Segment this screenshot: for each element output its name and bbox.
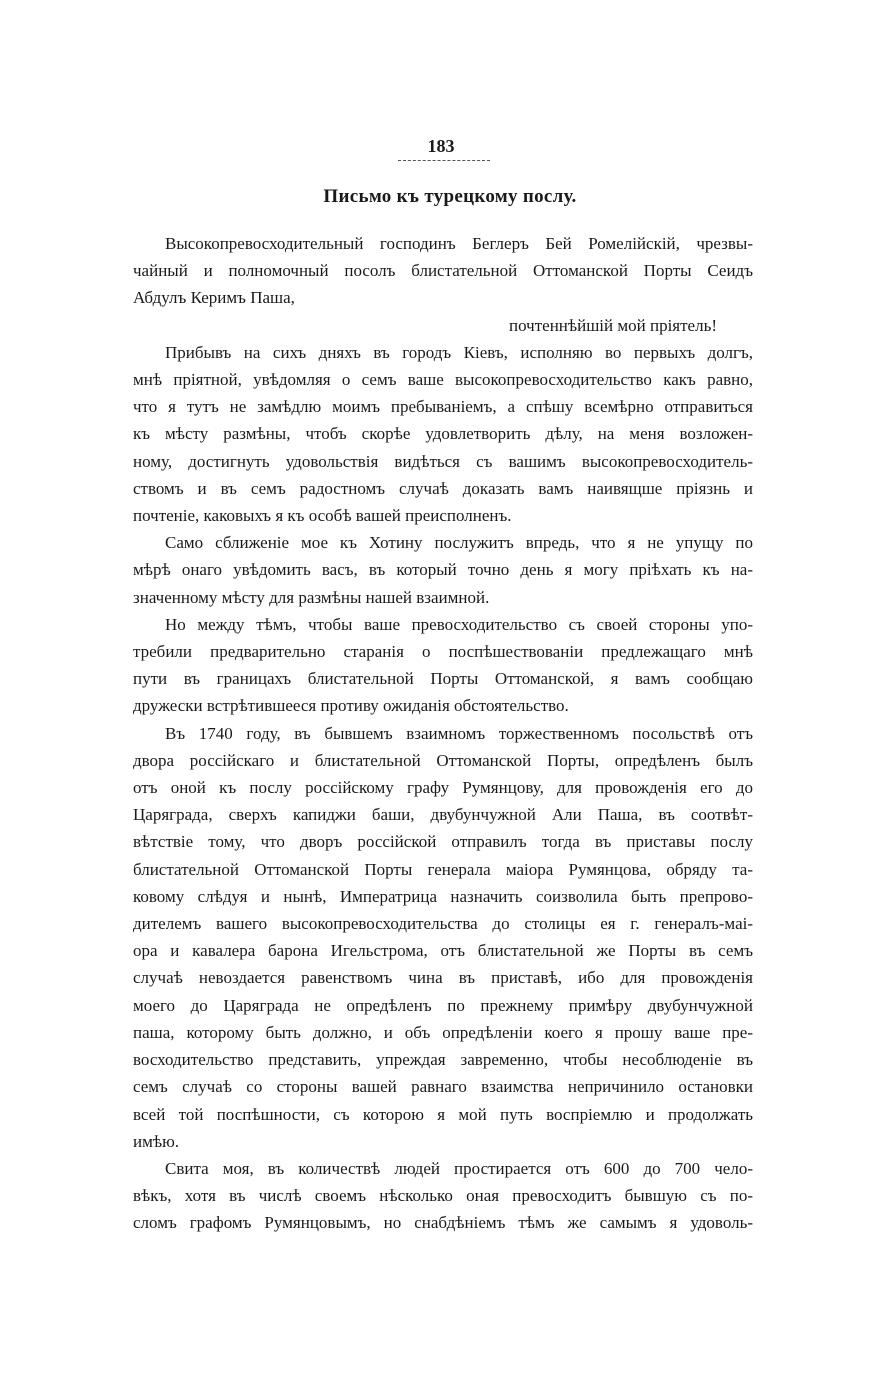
- text-line: случаѣ невоздается равенствомъ чина въ приставѣ, ибо для провожденія: [133, 968, 753, 988]
- text-line: мѣрѣ онаго увѣдомить васъ, въ который точно день я могу пріѣхать къ на-: [133, 560, 753, 580]
- text-line: восходительство представить, упреждая завременно, чтобы несоблюденіе въ: [133, 1050, 753, 1070]
- paragraph: [133, 611, 753, 720]
- text-line: Царяграда, сверхъ капиджи баши, двубунчужной Али Паша, въ соотвѣт-: [133, 805, 753, 825]
- text-line: Высокопревосходительный господинъ Беглеръ Бей Ромелійскій, чрезвы-: [165, 234, 753, 253]
- text-line: вѣкъ, хотя въ числѣ своемъ нѣсколько оная превосходитъ бывшую съ по-: [133, 1186, 753, 1206]
- paragraph: [133, 720, 753, 1155]
- text-line: сломъ графомъ Румянцовымъ, но снабдѣніемъ тѣмъ же самымъ я удоволь-: [133, 1213, 753, 1233]
- paragraph: [133, 339, 753, 529]
- text-line: ора и кавалера барона Игельстрома, отъ блистательной же Порты въ семъ: [133, 941, 753, 961]
- paragraph: [133, 1155, 753, 1237]
- text-line: вѣтствіе тому, что дворъ россійской отправилъ тогда въ приставы послу: [133, 832, 753, 852]
- text-line: ковому слѣдуя и нынѣ, Императрица назначить соизволила быть препрово-: [133, 886, 753, 906]
- text-line: почтеніе, каковыхъ я къ особѣ вашей преисполненъ.: [133, 506, 512, 526]
- text-line: имѣю.: [133, 1131, 180, 1151]
- text-line: чайный и полномочный посолъ блистательной Оттоманской Порты Сеидъ: [133, 261, 753, 281]
- salutation: [133, 312, 753, 339]
- text-line: дителемъ вашего высокопревосходительства до столицы ея г. генералъ-маі-: [133, 914, 753, 934]
- text-line: моего до Царяграда не опредѣленъ по прежнему примѣру двубунчужной: [133, 995, 753, 1015]
- text-line: требили предварительно старанія о поспѣшествованіи предлежащаго мнѣ: [133, 642, 753, 662]
- text-line: Но между тѣмъ, чтобы ваше превосходительство съ своей стороны упо-: [165, 614, 753, 634]
- text-line: двора россійскаго и блистательной Оттоманской Порты, опредѣленъ былъ: [133, 750, 753, 770]
- text-line: дружески встрѣтившееся противу ожиданія обстоятельство.: [133, 696, 569, 716]
- text-line: Абдулъ Керимъ Паша,: [133, 288, 295, 308]
- text-line: Прибывъ на сихъ дняхъ въ городъ Кіевъ, исполняю во первыхъ долгъ,: [165, 342, 753, 362]
- text-line: пути въ границахъ блистательной Порты Оттоманской, я вамъ сообщаю: [133, 669, 753, 689]
- text-line: мнѣ пріятной, увѣдомляя о семъ ваше высокопревосходительство какъ равно,: [133, 370, 753, 390]
- text-line: всей той поспѣшности, съ которою я мой путь воспріемлю и продолжать: [133, 1104, 753, 1124]
- text-line: что я тутъ не замѣдлю моимъ пребываніемъ, а спѣшу всемѣрно отправиться: [133, 397, 753, 417]
- text-line: ному, достигнуть удовольствія видѣться съ вашимъ высокопревосходитель-: [133, 451, 753, 471]
- text-line: блистательной Оттоманской Порты генерала маіора Румянцова, обряду та-: [133, 859, 753, 879]
- paragraph: [133, 529, 753, 611]
- text-line: Въ 1740 году, въ бывшемъ взаимномъ торжественномъ посольствѣ отъ: [165, 723, 753, 743]
- paragraph: [133, 230, 753, 312]
- page-number-rule: [398, 160, 490, 161]
- letter-body: [133, 230, 753, 1237]
- text-line: отъ оной къ послу россійскому графу Румянцову, для провожденія его до: [133, 778, 753, 798]
- text-line: семъ случаѣ со стороны вашей равнаго взаимства непричинило остановки: [133, 1077, 753, 1097]
- text-line: Само сближеніе мое къ Хотину послужитъ впредь, что я не упущу по: [165, 533, 753, 553]
- text-line: почтеннѣйшій мой пріятель!: [509, 315, 717, 335]
- text-line: ствомъ и въ семъ радостномъ случаѣ доказать вамъ наивящше пріязнь и: [133, 478, 753, 498]
- text-line: значенному мѣсту для размѣны нашей взаимной.: [133, 587, 490, 607]
- text-line: Свита моя, въ количествѣ людей простирается отъ 600 до 700 чело-: [165, 1158, 753, 1178]
- page-number: 183: [427, 136, 455, 156]
- letter-title: Письмо къ турецкому послу.: [323, 186, 577, 207]
- text-line: паша, которому быть должно, и объ опредѣленіи коего я прошу ваше пре-: [133, 1022, 753, 1042]
- text-line: къ мѣсту размѣны, чтобъ скорѣе удовлетворить дѣлу, на меня возложен-: [133, 424, 753, 444]
